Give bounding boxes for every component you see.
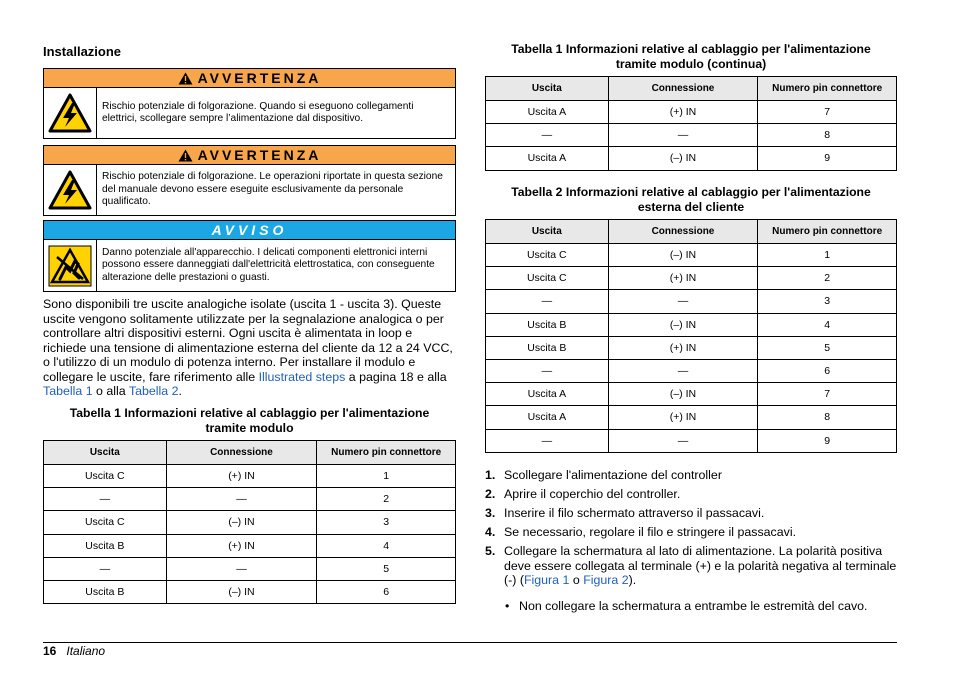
list-item: 1. Scollegare l'alimentazione del controller xyxy=(485,468,722,482)
list-item: 3. Inserire il filo schermato attraverso il passacavi. xyxy=(485,506,765,520)
table-row: — — 9 xyxy=(486,429,897,452)
warning-header-2: AVVERTENZA xyxy=(44,146,455,165)
table1-continued xyxy=(485,76,897,171)
table-row: — — 8 xyxy=(486,124,897,147)
page-number: 16 xyxy=(43,644,57,658)
table2-caption: Tabella 2 Informazioni relative al cablaggio per l'alimentazione esterna del cliente xyxy=(511,185,871,214)
warning-text-2: Rischio potenziale di folgorazione. Le operazioni riportate in questa sezione del manuale devono essere eseguite esclusivamente da personale qualificato. xyxy=(102,171,443,208)
table-row: — — 5 xyxy=(44,557,456,580)
header-connessione: Connessione xyxy=(166,441,317,465)
table-row: — — 3 xyxy=(486,290,897,313)
table1-caption: Tabella 1 Informazioni relative al cablaggio per l'alimentazione tramite modulo xyxy=(69,406,430,435)
footer-divider xyxy=(43,642,897,643)
electric-hazard-icon xyxy=(44,88,97,138)
table2 xyxy=(485,219,897,453)
table-row: Uscita C (+) IN 2 xyxy=(486,267,897,290)
notice-text: Danno potenziale all'apparecchio. I delicati componenti elettronici interni possono essere danneggiati dall'elettricità elettrostatica, con conseguente alterazione delle prestazioni o guasti. xyxy=(102,246,435,283)
link-tabella-2[interactable]: Tabella 2 xyxy=(128,384,179,398)
warning-header-1: AVVERTENZA xyxy=(44,69,455,88)
table1-cont-caption: Tabella 1 Informazioni relative al cablaggio per l'alimentazione tramite modulo (continua) xyxy=(511,42,871,71)
table-row: — — 6 xyxy=(486,359,897,382)
table-row: Uscita B (–) IN 6 xyxy=(44,580,456,603)
table-row: Uscita C (–) IN 1 xyxy=(486,244,897,267)
header-connessione: Connessione xyxy=(608,77,758,101)
warning-box-1 xyxy=(43,68,456,139)
header-uscita: Uscita xyxy=(486,220,609,244)
warning-box-2 xyxy=(43,145,456,216)
section-title: Installazione xyxy=(43,44,122,59)
list-item: 4. Se necessario, regolare il filo e stringere il passacavi. xyxy=(485,525,797,539)
table-row: Uscita B (–) IN 4 xyxy=(486,313,897,336)
warning-triangle-icon xyxy=(178,72,193,85)
list-item: 5. Collegare la schermatura al lato di alimentazione. La polarità positiva deve essere collegata al terminale (+) e la polarità negativa al terminale (-) (Figura 1 o Figura 2). xyxy=(485,544,897,587)
intro-paragraph: Sono disponibili tre uscite analogiche isolate (uscita 1 - uscita 3). Queste uscite vengono solitamente utilizzate per la segnalazione analogica o per controllare altri dispositivi esterni. Ogni uscita è alimentata in loop e richiede una tensione di alimentazione esterna del cliente da 12 a 24 VCC, o l'utilizzo di un modulo di potenza interno. Per installare il modulo e collegare le uscite, fare riferimento alle Illustrated steps a pagina 18 e alla Tabella 1 o alla Tabella 2. xyxy=(43,297,453,398)
esd-sensitive-icon xyxy=(44,240,97,291)
header-numero-pin: Numero pin connettore xyxy=(317,441,456,465)
link-tabella-1[interactable]: Tabella 1 xyxy=(43,384,93,398)
table-row: Uscita C (+) IN 1 xyxy=(44,465,456,488)
table-header-row xyxy=(486,220,897,244)
table-row: Uscita A (–) IN 9 xyxy=(486,147,897,170)
table-row: Uscita B (+) IN 4 xyxy=(44,534,456,557)
table-header-row xyxy=(44,441,456,465)
link-illustrated-steps[interactable]: Illustrated steps xyxy=(258,369,346,384)
steps-list xyxy=(485,468,897,592)
electric-hazard-icon xyxy=(44,165,97,215)
table-row: Uscita A (+) IN 7 xyxy=(486,101,897,124)
header-uscita: Uscita xyxy=(44,441,167,465)
header-uscita: Uscita xyxy=(486,77,609,101)
table1 xyxy=(43,440,456,604)
table-header-row xyxy=(486,77,897,101)
table-row: Uscita B (+) IN 5 xyxy=(486,336,897,359)
link-figura-1[interactable]: Figura 1 xyxy=(523,573,570,587)
warning-text-1: Rischio potenziale di folgorazione. Quando si eseguono collegamenti elettrici, scollegare sempre l’alimentazione dal dispositivo. xyxy=(102,100,414,124)
notice-box xyxy=(43,220,456,292)
page-footer xyxy=(43,644,105,658)
warning-triangle-icon xyxy=(178,149,193,162)
header-numero-pin: Numero pin connettore xyxy=(758,77,897,101)
table-row: — — 2 xyxy=(44,488,456,511)
bullet-item: • Non collegare la schermatura a entrambe le estremità del cavo. xyxy=(505,599,868,613)
header-connessione: Connessione xyxy=(608,220,758,244)
link-figura-2[interactable]: Figura 2 xyxy=(583,573,629,587)
table-row: Uscita C (–) IN 3 xyxy=(44,511,456,534)
table-row: Uscita A (+) IN 8 xyxy=(486,406,897,429)
list-item: 2. Aprire il coperchio del controller. xyxy=(485,487,681,501)
table-row: Uscita A (–) IN 7 xyxy=(486,383,897,406)
notice-header: AVVISO xyxy=(44,221,455,240)
header-numero-pin: Numero pin connettore xyxy=(758,220,897,244)
footer-language: Italiano xyxy=(66,644,106,658)
